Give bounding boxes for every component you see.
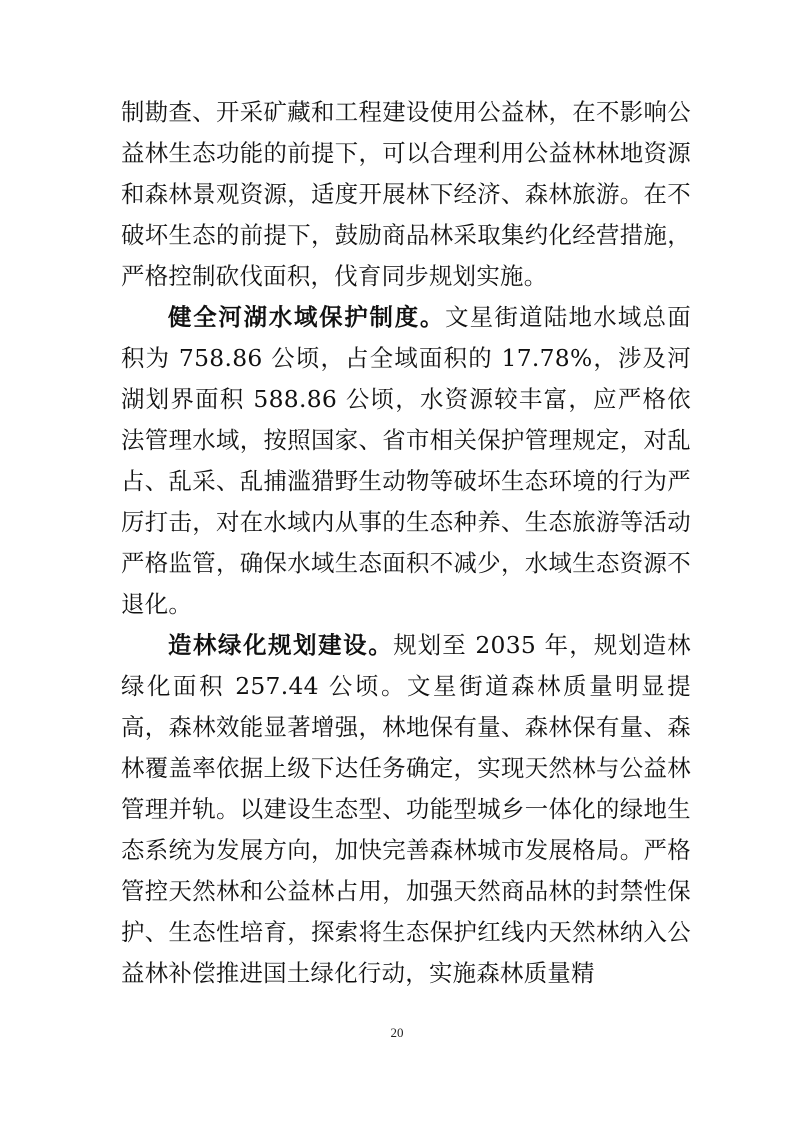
paragraph-body: 制勘查、开采矿藏和工程建设使用公益林，在不影响公益林生态功能的前提下，可以合理利用公益林林地资源和森林景观资源，适度开展林下经济、森林旅游。在不破坏生态的前提下，鼓励商品林采取集约化经营措施，严格控制砍伐面积，伐育同步规划实施。	[121, 98, 691, 290]
paragraph-body: 文星街道陆地水域总面积为 758.86 公顷，占全域面积的 17.78%，涉及河湖划界面积 588.86 公顷，水资源较丰富，应严格依法管理水域，按照国家、省市相关保护管理规定，对乱占、乱采、乱捕滥猎野生动物等破坏生态环境的行为严厉打击，对在水域内从事的生态种养、生态旅游等活动严格监管，确保水域生态面积不减少，水域生态资源不退化。	[121, 303, 691, 618]
paragraph-body: 规划至 2035 年，规划造林绿化面积 257.44 公顷。文星街道森林质量明显提高，森林效能显著增强，林地保有量、森林保有量、森林覆盖率依据上级下达任务确定，实现天然林与公益林管理并轨。以建设生态型、功能型城乡一体化的绿地生态系统为发展方向，加快完善森林城市发展格局。严格管控天然林和公益林占用，加强天然商品林的封禁性保护、生态性培育，探索将生态保护红线内天然林纳入公益林补偿推进国土绿化行动，实施森林质量精	[121, 631, 691, 987]
paragraph-water-protection	[121, 297, 691, 625]
paragraph-heading: 健全河湖水域保护制度。	[168, 303, 446, 331]
body-text	[121, 92, 691, 994]
paragraph-forest-use	[121, 92, 691, 297]
paragraph-heading: 造林绿化规划建设。	[168, 631, 394, 659]
paragraph-afforestation	[121, 625, 691, 994]
page-number: 20	[390, 1025, 404, 1040]
